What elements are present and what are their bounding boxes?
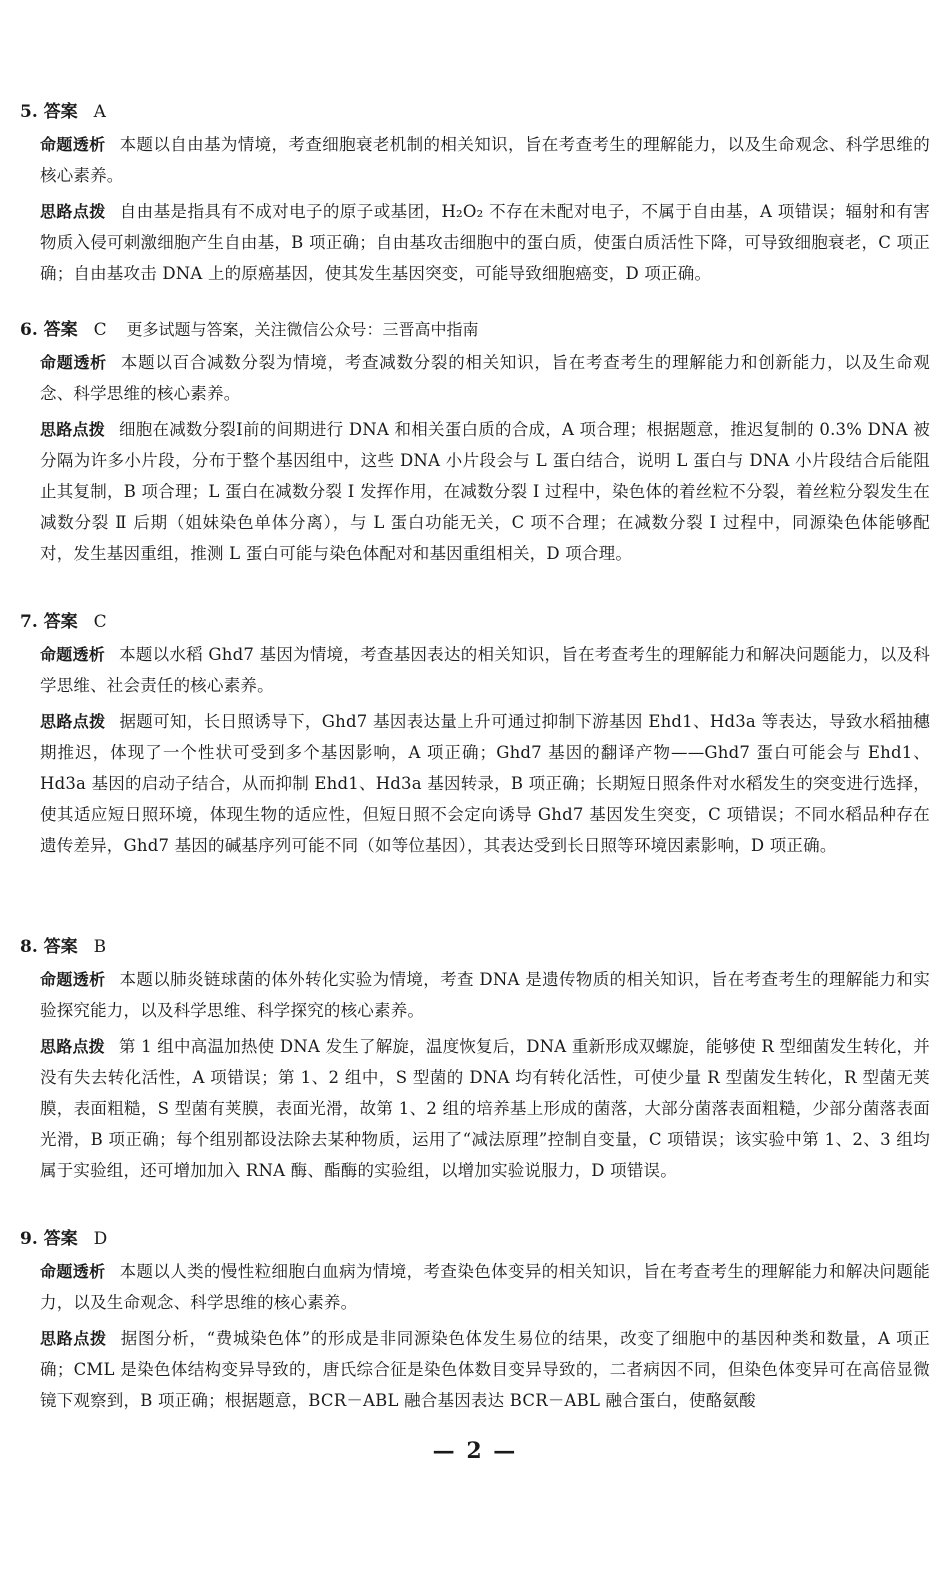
answer-item-6 <box>20 318 930 569</box>
answer-letter: D <box>93 1229 108 1249</box>
question-number: 7. <box>20 612 38 632</box>
analysis-label: 命题透析 <box>40 970 106 989</box>
answer-letter: A <box>93 102 106 122</box>
hint-label: 思路点拨 <box>40 1037 105 1056</box>
answer-line <box>20 610 930 634</box>
hint-paragraph <box>40 414 930 569</box>
hint-text: 细胞在减数分裂Ⅰ前的间期进行 DNA 和相关蛋白质的合成，A 项合理；根据题意，推迟复制的 0.3% DNA 被分隔为许多小片段，分布于整个基因组中，这些 DNA 小片段会与 L 蛋白结合，说明 L 蛋白与 DNA 小片段结合后能阻止其复制，B 项合理；L 蛋白在减数分裂 Ⅰ 发挥作用，在减数分裂 Ⅰ 过程中，染色体的着丝粒不分裂，着丝粒分裂发生在减数分裂 Ⅱ 后期（姐妹染色单体分离），与 L 蛋白功能无关，C 项不合理；在减数分裂 Ⅰ 过程中，同源染色体能够配对，发生基因重组，推测 L 蛋白可能与染色体配对和基因重组相关，D 项合理。 <box>40 420 930 563</box>
hint-paragraph <box>40 706 930 861</box>
answer-letter: B <box>93 937 107 957</box>
answer-item-8 <box>20 935 930 1186</box>
analysis-text: 本题以肺炎链球菌的体外转化实验为情境，考查 DNA 是遗传物质的相关知识，旨在考查考生的理解能力和实验探究能力，以及科学思维、科学探究的核心素养。 <box>40 970 930 1020</box>
analysis-label: 命题透析 <box>40 353 107 372</box>
hint-paragraph <box>40 1323 930 1416</box>
answer-item-5 <box>20 100 930 289</box>
analysis-paragraph <box>40 347 930 409</box>
analysis-text: 本题以百合减数分裂为情境，考查减数分裂的相关知识，旨在考查考生的理解能力和创新能力，以及生命观念、科学思维的核心素养。 <box>40 353 930 403</box>
hint-label: 思路点拨 <box>40 712 106 731</box>
answer-word: 答案 <box>43 102 78 122</box>
page-number: — 2 — <box>432 1438 518 1464</box>
analysis-text: 本题以水稻 Ghd7 基因为情境，考查基因表达的相关知识，旨在考查考生的理解能力和解决问题能力，以及科学思维、社会责任的核心素养。 <box>40 645 930 695</box>
answer-word: 答案 <box>43 1229 78 1249</box>
hint-paragraph <box>40 1031 930 1186</box>
answer-letter: C <box>93 320 107 340</box>
answer-letter: C <box>93 612 107 632</box>
answer-item-9 <box>20 1227 930 1416</box>
analysis-label: 命题透析 <box>40 645 106 664</box>
answer-word: 答案 <box>43 612 78 632</box>
answer-line <box>20 1227 930 1251</box>
analysis-label: 命题透析 <box>40 1262 106 1281</box>
hint-text: 自由基是指具有不成对电子的原子或基团，H₂O₂ 不存在未配对电子，不属于自由基，A 项错误；辐射和有害物质入侵可刺激细胞产生自由基，B 项正确；自由基攻击细胞中的蛋白质，使蛋白质活性下降，可导致细胞衰老，C 项正确；自由基攻击 DNA 上的原癌基因，使其发生基因突变，可能导致细胞癌变，D 项正确。 <box>40 202 930 283</box>
answer-line <box>20 318 930 342</box>
hint-text: 据题可知，长日照诱导下，Ghd7 基因表达量上升可通过抑制下游基因 Ehd1、Hd3a 等表达，导致水稻抽穗期推迟，体现了一个性状可受到多个基因影响，A 项正确；Ghd7 基因的翻译产物——Ghd7 蛋白可能会与 Ehd1、Hd3a 基因的启动子结合，从而抑制 Ehd1、Hd3a 基因转录，B 项正确；长期短日照条件对水稻发生的突变进行选择，使其适应短日照环境，体现生物的适应性，但短日照不会定向诱导 Ghd7 基因发生突变，C 项错误；不同水稻品种存在遗传差异，Ghd7 基因的碱基序列可能不同（如等位基因），其表达受到长日照等环境因素影响，D 项正确。 <box>40 712 930 855</box>
analysis-paragraph <box>40 1256 930 1318</box>
promo-note: 更多试题与答案，关注微信公众号：三晋高中指南 <box>126 320 479 339</box>
question-number: 5. <box>20 102 38 122</box>
hint-text: 第 1 组中高温加热使 DNA 发生了解旋，温度恢复后，DNA 重新形成双螺旋，能够使 R 型细菌发生转化，并没有失去转化活性，A 项错误；第 1、2 组中，S 型菌的 DNA 均有转化活性，可使少量 R 型菌发生转化，R 型菌无荚膜，表面粗糙，S 型菌有荚膜，表面光滑，故第 1、2 组的培养基上形成的菌落，大部分菌落表面粗糙，少部分菌落表面光滑，B 项正确；每个组别都设法除去某种物质，运用了“减法原理”控制自变量，C 项错误；该实验中第 1、2、3 组均属于实验组，还可增加加入 RNA 酶、酯酶的实验组，以增加实验说服力，D 项错误。 <box>40 1037 930 1180</box>
analysis-paragraph <box>40 964 930 1026</box>
answer-line <box>20 935 930 959</box>
hint-paragraph <box>40 196 930 289</box>
question-number: 8. <box>20 937 38 957</box>
hint-label: 思路点拨 <box>40 420 105 439</box>
analysis-paragraph <box>40 129 930 191</box>
answer-line <box>20 100 930 124</box>
question-number: 6. <box>20 320 38 340</box>
hint-text: 据图分析，“费城染色体”的形成是非同源染色体发生易位的结果，改变了细胞中的基因种类和数量，A 项正确；CML 是染色体结构变异导致的，唐氏综合征是染色体数目变异导致的，二者病因不同，但染色体变异可在高倍显微镜下观察到，B 项正确；根据题意，BCR－ABL 融合基因表达 BCR－ABL 融合蛋白，使酪氨酸 <box>40 1329 930 1410</box>
analysis-label: 命题透析 <box>40 135 106 154</box>
hint-label: 思路点拨 <box>40 1329 107 1348</box>
analysis-paragraph <box>40 639 930 701</box>
question-number: 9. <box>20 1229 38 1249</box>
answer-word: 答案 <box>43 937 78 957</box>
analysis-text: 本题以人类的慢性粒细胞白血病为情境，考查染色体变异的相关知识，旨在考查考生的理解能力和解决问题能力，以及生命观念、科学思维的核心素养。 <box>40 1262 930 1312</box>
analysis-text: 本题以自由基为情境，考查细胞衰老机制的相关知识，旨在考查考生的理解能力，以及生命观念、科学思维的核心素养。 <box>40 135 930 185</box>
answer-item-7 <box>20 610 930 861</box>
answer-word: 答案 <box>43 320 78 340</box>
hint-label: 思路点拨 <box>40 202 106 221</box>
